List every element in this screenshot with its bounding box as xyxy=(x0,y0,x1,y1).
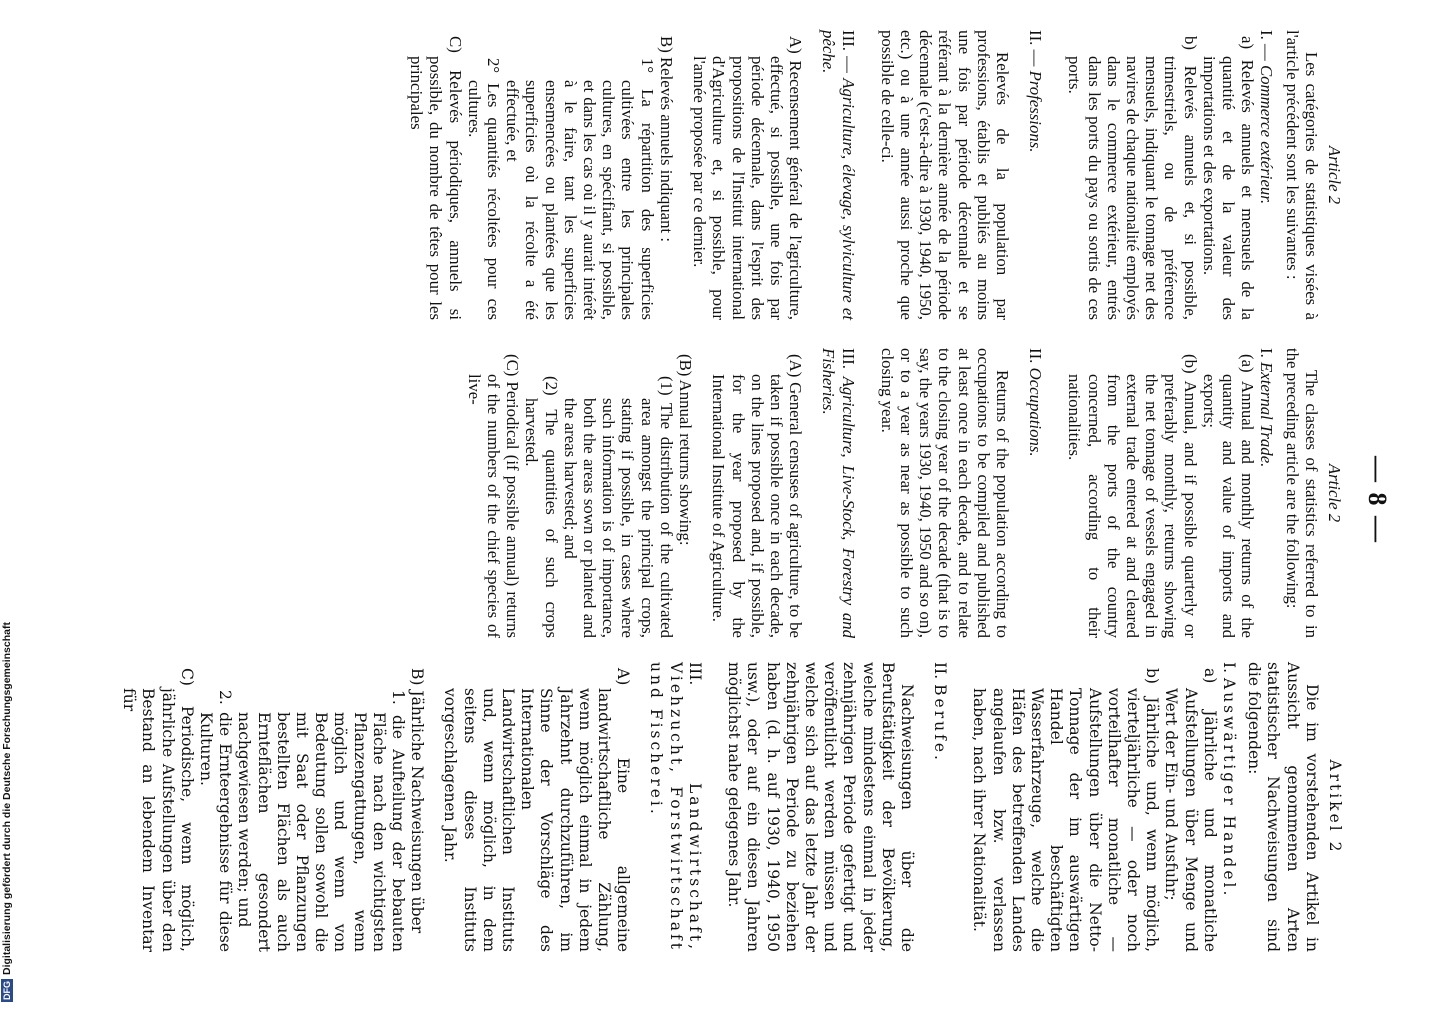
section-3-item-b2-de: 2. die Ernteergebnisse für diese Kulturen. xyxy=(197,690,235,952)
digitization-credit xyxy=(0,12,14,1012)
section-1-number-fr: I. — xyxy=(1257,30,1277,61)
intro-en: The classes of statistics referred to in the preceding article are the following: xyxy=(1282,348,1321,638)
section-1-number-de: I. xyxy=(1219,662,1238,674)
section-3-item-a-en: (A) General censuses of agriculture, to be taken if possible once in each decade, on the lines proposed and, if possible, for the year proposed by the International Institute of Agriculture. xyxy=(709,354,806,638)
intro-fr: Les catégories de statistiques visées à l'article précédent sont les suivantes : xyxy=(1282,30,1321,320)
section-2-heading-de xyxy=(930,662,949,952)
section-1-item-a-fr: a) Relevés annuels et mensuels de la quantité et de la valeur des importations et des exportations. xyxy=(1199,36,1258,320)
section-3-item-a-fr: A) Recensement général de l'agriculture, effectué, si possible, une fois par période décennale, dans l'esprit des propositions de l'Institut international d'Agriculture et, si possible, pour l'année proposée par ce dernier. xyxy=(690,36,806,320)
section-1-heading-en xyxy=(1257,348,1276,638)
section-3-number-de: III. xyxy=(685,662,704,686)
section-2-title-fr: Professions. xyxy=(1026,70,1046,153)
page-number: — 8 — xyxy=(1363,456,1392,544)
section-1-item-a-en: (a) Annual and monthly returns of the quantity and value of imports and exports; xyxy=(1199,354,1258,638)
section-2-number-en: II. xyxy=(1026,348,1046,364)
section-1-heading-fr xyxy=(1257,30,1276,320)
section-1-heading-de xyxy=(1219,662,1238,952)
section-3-number-en: III. xyxy=(838,348,858,369)
section-3-heading-fr xyxy=(819,30,857,320)
section-3-item-b1-fr: 1° La répartition des superficies cultivées entre les principales cultures, en spécifiant, si possible, et dans les cas où il y aurait intérêt à le faire, tant les superficies ensemencées ou plantées que les superficies où la récolte a été effectuée, et xyxy=(503,58,657,320)
article-title-fr: Article 2 xyxy=(1325,145,1344,205)
section-3-item-c-fr: C) Relevés périodiques, annuels si possible, du nombre de têtes pour les principales xyxy=(407,36,465,320)
section-3-item-b-de: B) Jährliche Nachweisungen über xyxy=(408,668,427,934)
section-2-number-fr: II. — xyxy=(1026,30,1046,67)
section-3-item-b1-de: 1. die Aufteilung der bebauten Fläche nach den wichtigsten Pflanzengattungen, wenn möglich und wenn von Bedeutung sollen sowohl die mit Saat oder Pflanzungen bestellten Flächen als auch Ernteflächen gesondert nachgewiesen werden; und xyxy=(235,690,408,952)
section-3-item-b2-en: (2) The quantities of such crops harvested. xyxy=(522,376,561,638)
section-1-title-en: External Trade. xyxy=(1257,362,1277,468)
article-title-de: Artikel 2 xyxy=(1326,759,1344,855)
section-3-number-fr: III. — xyxy=(838,30,858,73)
section-2-text-fr: Relevés de la population par professions, établis et publiés au moins une fois par période décennale et se référant à la dernière année de la période décennale (c'est-à-dire à 1930, 1940, 1950, etc.) ou à une année aussi proche que possible de celle-ci. xyxy=(877,30,1012,320)
section-2-heading-fr xyxy=(1026,30,1045,320)
section-2-text-de: Nachweisungen über die Berufstätigkeit der Bevölkerung, welche mindestens einmal in jeder zehnjährigen Periode gefertigt und veröffentlicht werden müssen und welche sich auf das letzte Jahr der zehnjährigen Periode zu beziehen haben (d. h. auf 1930, 1940, 1950 usw.), oder auf ein diesen Jahren möglichst nahe gelegenes Jahr. xyxy=(725,662,916,952)
article-title-en: Article 2 xyxy=(1325,463,1344,523)
english-column xyxy=(465,348,1344,638)
section-1-item-b-en: (b) Annual, and if possible quarterly or preferably monthly, returns showing the net tonnage of vessels engaged in external trade entered at and cleared from the ports of the country concerned, according to their nationalities. xyxy=(1065,354,1200,638)
french-column xyxy=(407,30,1344,320)
section-1-item-b-de: b) Jährliche und, wenn möglich, vierteljährliche — oder noch vorteilhafter monatliche — Aufstellungen über die Netto-Tonnage der im auswärtigen Handel beschäftigten Wasserfahrzeuge, welche die Häfen des betreffenden Landes angelaufen bzw. verlassen haben, nach ihrer Nationalität. xyxy=(970,668,1162,952)
section-1-title-fr: Commerce extérieur. xyxy=(1257,64,1277,205)
section-2-title-en: Occupations. xyxy=(1026,367,1046,457)
section-2-text-en: Returns of the population according to occupations to be compiled and published at least once in each decade, and to relate to the closing year of the decade (that is to say, the years 1930, 1940, 1950 and so on), or to a year as near as possible to such closing year. xyxy=(877,348,1012,638)
section-3-item-b-en: (B) Annual returns showing: xyxy=(676,354,696,546)
section-3-item-c-en: (C) Periodical (if possible annual) returns of the numbers of the chief species of live- xyxy=(464,354,523,638)
section-3-heading-en xyxy=(819,348,857,638)
section-2-number-de: II. xyxy=(931,662,950,680)
german-column xyxy=(119,662,1344,952)
section-3-title-fr: Agriculture, élevage, sylviculture et pêche. xyxy=(819,30,858,321)
section-3-heading-de xyxy=(646,662,704,952)
section-1-title-de: Auswärtiger Handel. xyxy=(1219,678,1238,899)
digitization-credit-text: Digitalisierung gefördert durch die Deutsche Forschungsgemeinschaft xyxy=(1,622,13,975)
section-3-title-en: Agriculture, Live-Stock, Forestry and Fisheries. xyxy=(819,348,858,638)
section-1-item-a-de: a) Jährliche und monatliche Aufstellungen über Menge und Wert der Ein- und Ausfuhr; xyxy=(1162,668,1219,952)
section-1-item-b-fr: b) Relevés annuels et, si possible, trimestriels, ou de préférence mensuels, indiquant le tonnage net des navires de chaque nationalité employés dans le commerce extérieur, entrés dans les ports du pays ou sortis de ces ports. xyxy=(1065,36,1200,320)
dfg-logo-icon: DFG xyxy=(2,981,12,1000)
section-3-item-b-fr: B) Relevés annuels indiquant : xyxy=(656,36,676,242)
section-3-item-c-de: C) Periodische, wenn möglich, jährliche Aufstellungen über den Bestand an lebendem Inventar für xyxy=(120,668,196,952)
section-2-heading-en xyxy=(1026,348,1045,638)
section-1-number-en: I. xyxy=(1257,348,1277,358)
intro-de: Die im vorstehenden Artikel in Aussicht genommenen Arten statistischer Nachweisungen sind die folgenden: xyxy=(1245,662,1321,952)
section-3-item-b1-en: (1) The distribution of the cultivated area amongst the principal crops, stating if possible, in cases where such information is of importance, both the areas sown or planted and the areas harvested; and xyxy=(560,376,676,638)
section-3-title-de: Landwirtschaft, Viehzucht, Forstwirtschaft und Fischerei. xyxy=(647,662,704,952)
section-2-title-de: Berufe. xyxy=(931,684,950,763)
section-3-item-b2-fr: 2° Les quantités récoltées pour ces cultures. xyxy=(464,58,504,320)
section-3-item-a-de: A) Eine allgemeine landwirtschaftliche Zählung, wenn möglich einmal in jedem Jahrzehnt durchzuführen, im Sinne der Vorschläge des Internationalen Landwirtschaftlichen Instituts und, wenn möglich, in dem seitens dieses Instituts vorgeschlagenen Jahr. xyxy=(441,668,633,952)
